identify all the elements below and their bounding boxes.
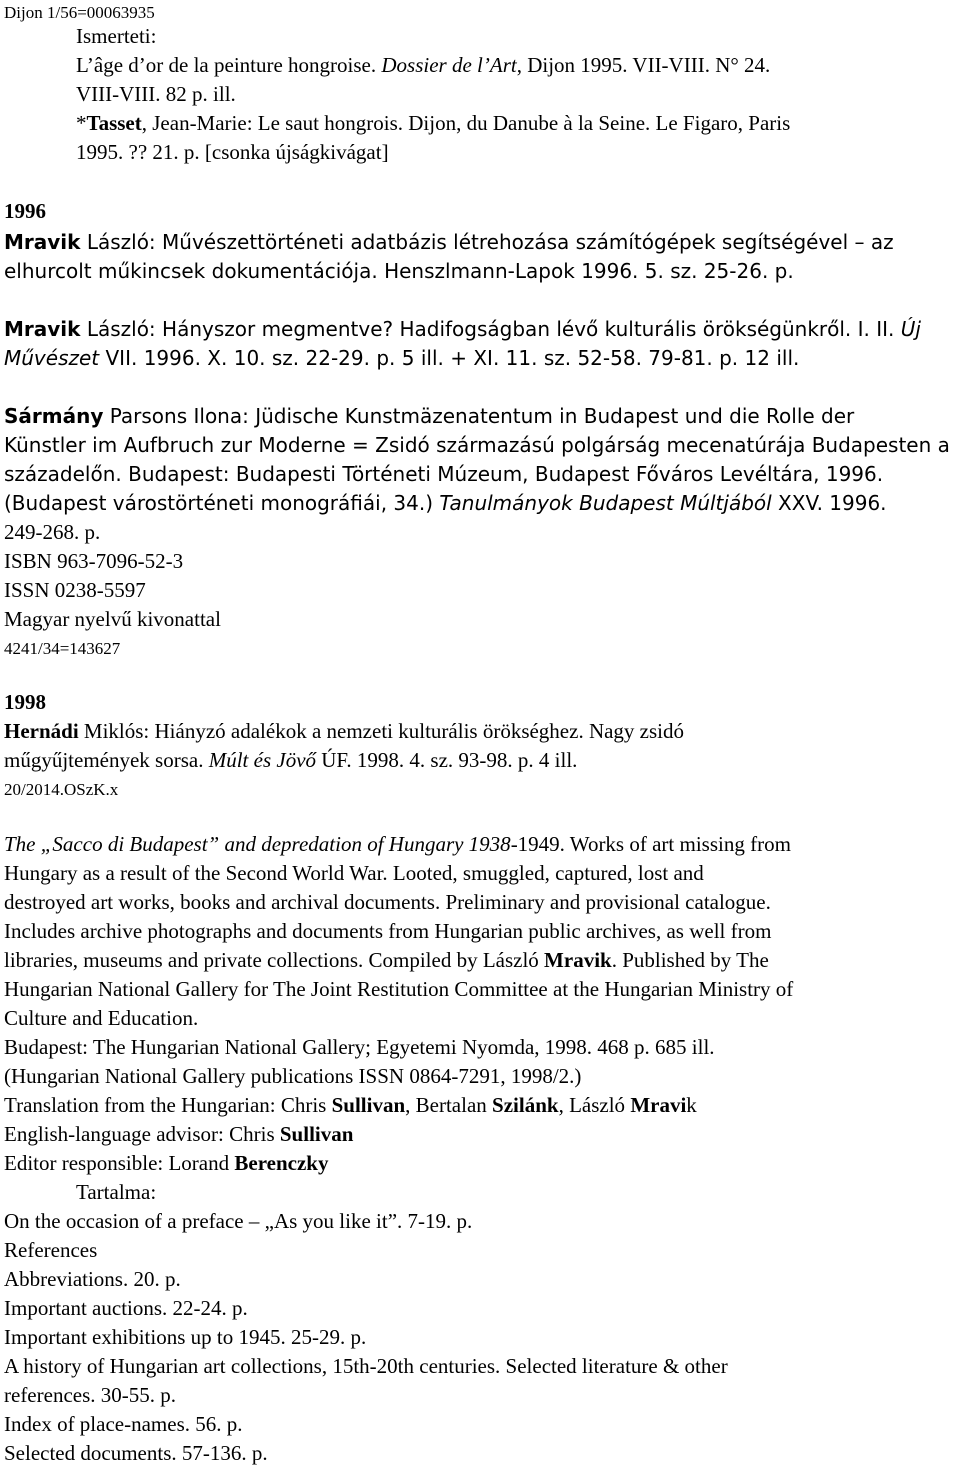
entry-1996-1-line1: Mravik László: Művészettörténeti adatbázis létrehozása számítógépek segítségével – az	[4, 230, 894, 254]
author-name: Mravik	[4, 317, 81, 341]
advisor-line: English-language advisor: Chris Sullivan	[4, 1122, 354, 1146]
author-name: Hernádi	[4, 719, 79, 743]
entry-1998-2-line7: Culture and Education.	[4, 1006, 199, 1030]
isbn: ISBN 963-7096-52-3	[4, 549, 184, 573]
author-name: Sármány	[4, 404, 104, 428]
review2-line1: *Tasset, Jean-Marie: Le saut hongrois. Dijon, du Danube à la Seine. Le Figaro, Paris	[76, 111, 791, 135]
contents-item: Index of place-names. 56. p.	[4, 1412, 243, 1436]
year-heading-1996: 1996	[4, 199, 46, 223]
translation-line: Translation from the Hungarian: Chris Sullivan, Bertalan Szilánk, László Mravik	[4, 1093, 697, 1117]
entry-1998-2-line5: libraries, museums and private collections. Compiled by László Mravik. Published by The	[4, 948, 769, 972]
entry-1996-3-line1: Sármány Parsons Ilona: Jüdische Kunstmäzenatentum in Budapest und die Rolle der	[4, 404, 855, 428]
author-name: Mravik	[4, 230, 81, 254]
year-heading-1998: 1998	[4, 690, 46, 714]
contents-item: references. 30-55. p.	[4, 1383, 176, 1407]
entry-1996-3-line2: Künstler im Aufbruch zur Moderne = Zsidó származású polgárság mecenatúrája Budapesten a	[4, 433, 950, 457]
publisher-line: Budapest: The Hungarian National Gallery; Egyetemi Nyomda, 1998. 468 p. 685 ill.	[4, 1035, 715, 1059]
entry-1998-2-line6: Hungarian National Gallery for The Joint Restitution Committee at the Hungarian Ministry of	[4, 977, 794, 1001]
contents-item: References	[4, 1238, 98, 1262]
entry-1996-3-line3: századelőn. Budapest: Budapesti Történeti Múzeum, Budapest Főváros Levéltára, 1996.	[4, 462, 884, 486]
shelf-mark: 4241/34=143627	[4, 639, 121, 658]
entry-1998-1-line2: műgyűjtemények sorsa. Múlt és Jövő ÚF. 1998. 4. sz. 93-98. p. 4 ill.	[4, 748, 578, 772]
entry-1996-1-line2: elhurcolt műkincsek dokumentációja. Henszlmann-Lapok 1996. 5. sz. 25-26. p.	[4, 259, 794, 283]
entry-1998-2-line3: destroyed art works, books and archival documents. Preliminary and provisional catalogue.	[4, 890, 771, 914]
ismerteti-label: Ismerteti:	[76, 24, 157, 48]
book-title: The „Sacco di Budapest” and depredation of Hungary 1938	[4, 832, 511, 856]
contents-item: Important exhibitions up to 1945. 25-29. p.	[4, 1325, 367, 1349]
author-name: Tasset	[86, 111, 142, 135]
tartalma-label: Tartalma:	[76, 1180, 157, 1204]
series-line: (Hungarian National Gallery publications ISSN 0864-7291, 1998/2.)	[4, 1064, 582, 1088]
shelf-mark: 20/2014.OSzK.x	[4, 780, 119, 799]
entry-1998-2-line4: Includes archive photographs and documents from Hungarian public archives, as well from	[4, 919, 772, 943]
editor-line: Editor responsible: Lorand Berenczky	[4, 1151, 329, 1175]
contents-item: Selected documents. 57-136. p.	[4, 1441, 268, 1465]
entry-1998-1-line1: Hernádi Miklós: Hiányzó adalékok a nemzeti kulturális örökséghez. Nagy zsidó	[4, 719, 685, 743]
contents-item: A history of Hungarian art collections, 15th-20th centuries. Selected literature & other	[4, 1354, 728, 1378]
entry-1996-2-line2: Művészet VII. 1996. X. 10. sz. 22-29. p. 5 ill. + XI. 11. sz. 52-58. 79-81. p. 12 ill.	[4, 346, 800, 370]
review1-line1: L’âge d’or de la peinture hongroise. Dossier de l’Art, Dijon 1995. VII-VIII. N° 24.	[76, 53, 771, 77]
entry-1998-2-line1: The „Sacco di Budapest” and depredation of Hungary 1938-1949. Works of art missing from	[4, 832, 791, 856]
contents-item: Abbreviations. 20. p.	[4, 1267, 181, 1291]
contents-item: Important auctions. 22-24. p.	[4, 1296, 248, 1320]
review2-line2: 1995. ?? 21. p. [csonka újságkivágat]	[76, 140, 389, 164]
contents-item: On the occasion of a preface – „As you like it”. 7-19. p.	[4, 1209, 473, 1233]
entry-1996-3-line5: 249-268. p.	[4, 520, 101, 544]
review1-line2: VIII-VIII. 82 p. ill.	[76, 82, 236, 106]
summary-note: Magyar nyelvű kivonattal	[4, 607, 221, 631]
entry-1998-2-line2: Hungary as a result of the Second World War. Looted, smuggled, captured, lost and	[4, 861, 704, 885]
dijon-id: Dijon 1/56=00063935	[4, 3, 155, 22]
entry-1996-2-line1: Mravik László: Hányszor megmentve? Hadifogságban lévő kulturális örökségünkről. I. II. Új	[4, 317, 921, 341]
entry-1996-3-line4: (Budapest várostörténeti monográfiái, 34.) Tanulmányok Budapest Múltjából XXV. 1996.	[4, 491, 887, 515]
issn: ISSN 0238-5597	[4, 578, 146, 602]
